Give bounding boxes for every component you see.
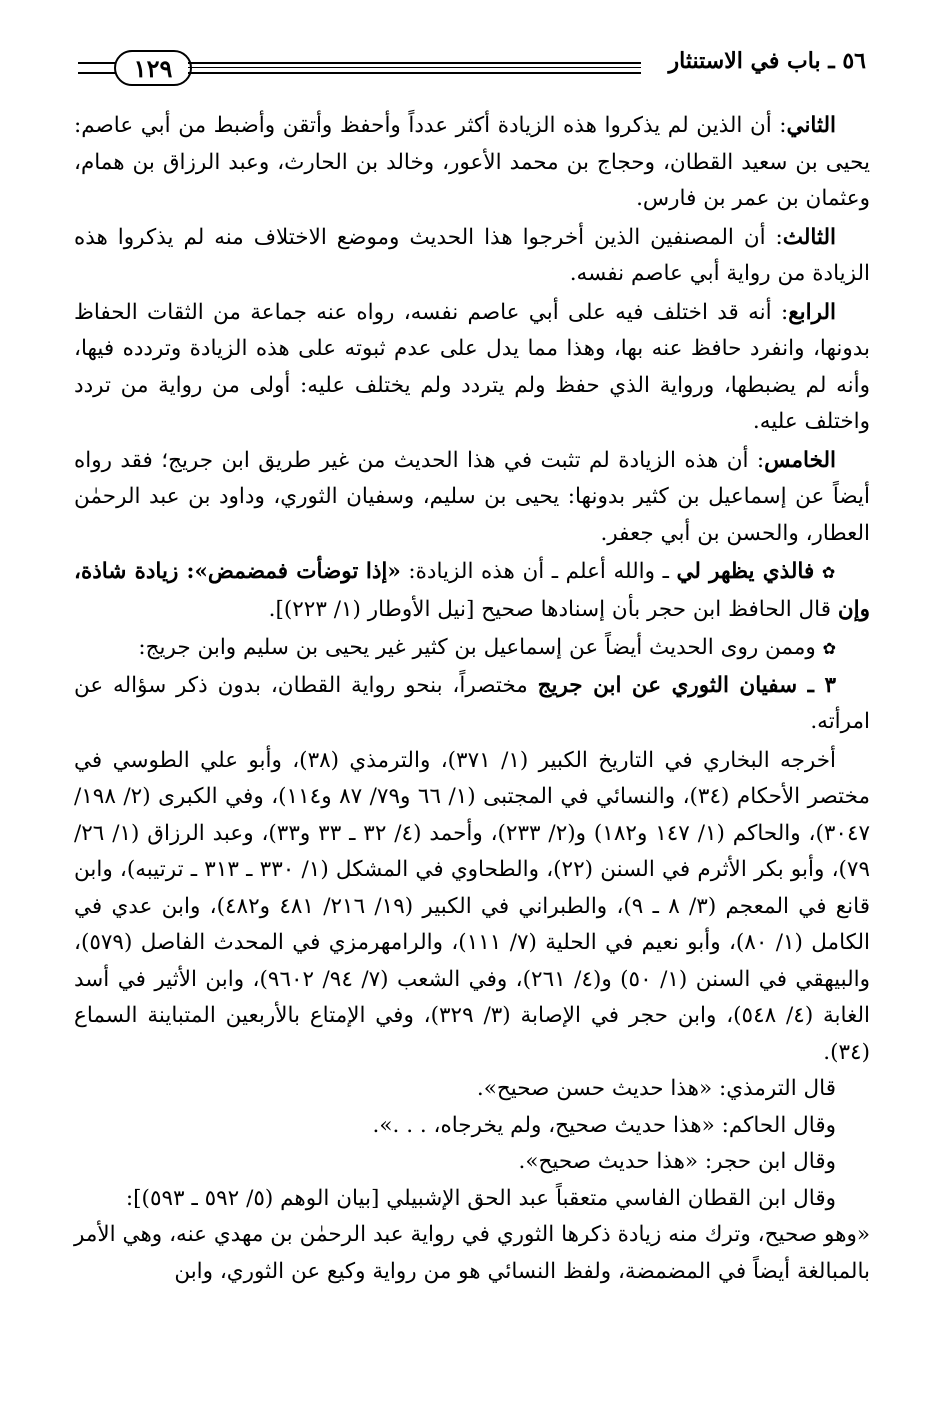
paragraph-text: وقال ابن القطان الفاسي متعقباً عبد الحق الإشبيلي [بيان الوهم (٥/ ٥٩٢ ـ ٥٩٣)]: bbox=[125, 1185, 836, 1211]
paragraph-quote bbox=[74, 1217, 870, 1290]
flower-bullet-icon: ✿ bbox=[821, 563, 836, 582]
paragraph-lead: الرابع bbox=[788, 299, 836, 325]
page-number bbox=[114, 50, 192, 86]
paragraph-bold: «إذا توضأت فمضمض»: زيادة شاذة، وإن bbox=[74, 559, 870, 622]
paragraph-text: : أن المصنفين الذين أخرجوا هذا الحديث وموضع الاختلاف منه لم يذكروا هذه الزيادة من رواية أبي عاصم نفسه. bbox=[74, 224, 870, 286]
paragraph-text: وممن روى الحديث أيضاً عن إسماعيل بن كثير غير يحيى بن سليم وابن جريج: bbox=[138, 635, 816, 660]
paragraph-lead: فالذي يظهر لي bbox=[676, 559, 815, 584]
paragraph-text: «وهو صحيح، وترك منه زيادة ذكرها الثوري في رواية عبد الرحمٰن بن مهدي عنه، وهي الأمر بالمبالغة أيضاً في المضمضة، ولفظ النسائي هو من رواية وكيع عن الثوري، وابن bbox=[74, 1222, 870, 1284]
paragraph-second bbox=[74, 108, 870, 218]
header-rule bbox=[188, 62, 641, 74]
page-header bbox=[78, 38, 866, 98]
page-number-text: ١٢٩ bbox=[133, 53, 173, 83]
header-rule-inner bbox=[188, 67, 641, 68]
paragraph-mid: ـ والله أعلم ـ أن هذه الزيادة: bbox=[400, 559, 677, 584]
paragraph-text: قال الترمذي: «هذا حديث حسن صحيح». bbox=[476, 1076, 836, 1101]
paragraph-lead: الثالث bbox=[782, 224, 836, 250]
paragraph-lead: الخامس bbox=[764, 447, 836, 473]
paragraph-thawri bbox=[74, 668, 870, 741]
paragraph-third bbox=[74, 220, 870, 293]
page-body bbox=[74, 108, 870, 1290]
paragraph-ibn-hajar bbox=[74, 1144, 870, 1181]
paragraph-ibn-qattan bbox=[74, 1181, 870, 1218]
paragraph-text: وقال ابن حجر: «هذا حديث صحيح». bbox=[518, 1149, 836, 1174]
flower-bullet-icon: ✿ bbox=[822, 639, 836, 658]
chapter-title: ٥٦ ـ باب في الاستنثار bbox=[668, 48, 866, 74]
paragraph-conclusion bbox=[74, 554, 870, 628]
paragraph-fifth bbox=[74, 443, 870, 553]
paragraph-fourth bbox=[74, 295, 870, 441]
paragraph-takhrij bbox=[74, 743, 870, 1072]
paragraph-other-narrators bbox=[74, 630, 870, 668]
paragraph-lead: الثاني bbox=[786, 113, 836, 138]
paragraph-text: : أن الذين لم يذكروا هذه الزيادة أكثر عدداً وأحفظ وأتقن وأضبط من أبي عاصم: يحيى بن سعيد القطان، وحجاج بن محمد الأعور، وخالد بن الحارث، وعبد الرزاق بن همام، وعثمان بن عمر بن فارس. bbox=[74, 113, 870, 211]
paragraph-text: قال الحافظ ابن حجر بأن إسنادها صحيح [نيل الأوطار (١/ ٢٢٣)]. bbox=[268, 596, 838, 622]
paragraph-text: أخرجه البخاري في التاريخ الكبير (١/ ٣٧١)، والترمذي (٣٨)، وأبو علي الطوسي في مختصر الأحكام (٣٤)، والنسائي في المجتبى (١/ ٦٦ و٧٩/ ٨٧ و١١٤)، وفي الكبرى (٢/ ١٩٨/ ٣٠٤٧)، والحاكم (١/ ١٤٧ و١٨٢) و(٢/ ٢٣٣)، وأحمد (٤/ ٣٢ ـ ٣٣ و٣٣)، وعبد الرزاق (١/ ٢٦/ ٧٩)، وأبو بكر الأثرم في السنن (٢٢)، والطحاوي في المشكل (١/ ٣٣٠ ـ ٣١٣ ـ ترتيبه)، وابن قانع في المعجم (٣/ ٨ ـ ٩)، والطبراني في الكبير (١٩/ ٢١٦/ ٤٨١ و٤٨٢)، وابن عدي في الكامل (١/ ٨٠)، وأبو نعيم في الحلية (٧/ ١١١)، والرامهرمزي في المحدث الفاصل (٥٧٩)، والبيهقي في السنن (١/ ٥٠) و(٤/ ٢٦١)، وفي الشعب (٧/ ٩٤/ ٩٦٠٢)، وابن الأثير في أسد الغابة (٤/ ٥٤٨)، وابن حجر في الإصابة (٣/ ٣٢٩)، وفي الإمتاع بالأربعين المتباينة السماع (٣٤). bbox=[74, 747, 871, 1065]
paragraph-text: مختصراً، بنحو رواية القطان، بدون ذكر سؤاله عن امرأته. bbox=[74, 672, 870, 734]
paragraph-text: وقال الحاكم: «هذا حديث صحيح، ولم يخرجاه، . . .». bbox=[372, 1112, 836, 1138]
paragraph-lead: ٣ ـ سفيان الثوري عن ابن جريج bbox=[537, 672, 836, 698]
paragraph-hakim bbox=[74, 1108, 870, 1145]
paragraph-tirmidhi bbox=[74, 1071, 870, 1108]
paragraph-text: : أن هذه الزيادة لم تثبت في هذا الحديث من غير طريق ابن جريج؛ فقد رواه أيضاً عن إسماعيل بن كثير بدونها: يحيى بن سليم، وسفيان الثوري، وداود بن عبد الرحمٰن العطار، والحسن بن أبي جعفر. bbox=[74, 447, 870, 546]
header-rule-left bbox=[78, 62, 116, 74]
paragraph-text: : أنه قد اختلف فيه على أبي عاصم نفسه، رواه عنه جماعة من الثقات الحفاظ بدونها، وانفرد حافظ عنه بها، وهذا مما يدل على عدم ثبوته على هذه الزيادة وتردده فيها، وأنه لم يضبطها، ورواية الذي حفظ ولم يتردد ولم يختلف عليه: أولى من رواية من تردد واختلف عليه. bbox=[74, 299, 870, 434]
